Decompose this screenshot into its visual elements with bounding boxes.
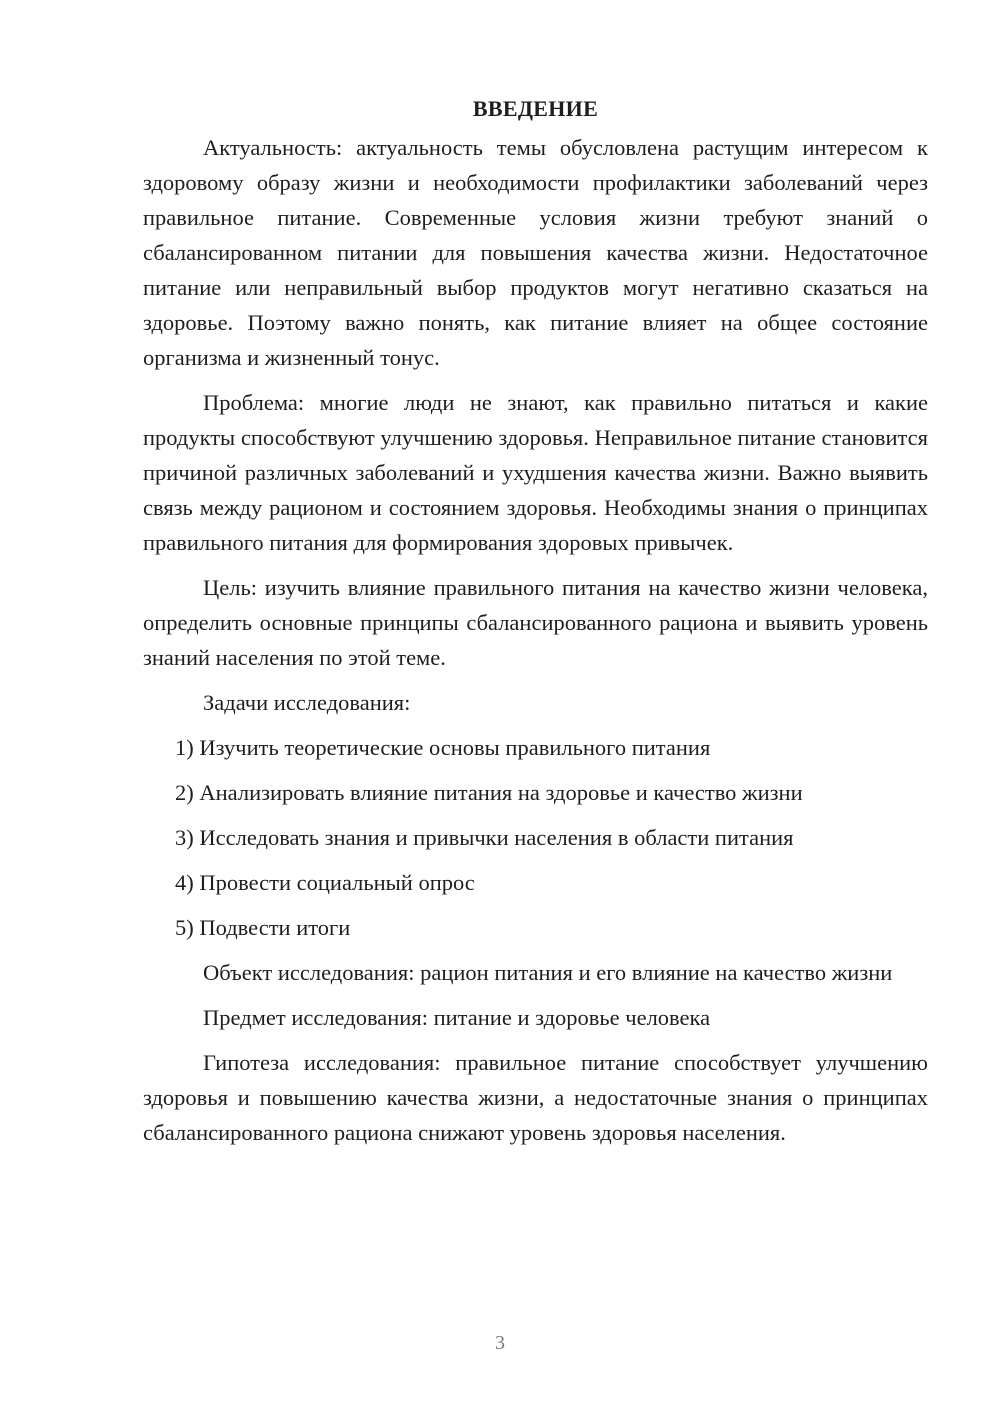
hypothesis-paragraph: Гипотеза исследования: правильное питание способствует улучшению здоровья и повышению качества жизни, а недостаточные знания о принципах сбалансированного рациона снижают уровень здоровья населения.: [143, 1050, 928, 1145]
task-item: 3) Исследовать знания и привычки населения в области питания: [175, 825, 794, 850]
task-item: 4) Провести социальный опрос: [175, 870, 475, 895]
relevance-paragraph: Актуальность: актуальность темы обусловлена растущим интересом к здоровому образу жизни и необходимости профилактики заболеваний через правильное питание. Современные условия жизни требуют знаний о сбалансированном питании для повышения качества жизни. Недостаточное питание или неправильный выбор продуктов могут негативно сказаться на здоровье. Поэтому важно понять, как питание влияет на общее состояние организма и жизненный тонус.: [143, 135, 928, 370]
tasks-heading: Задачи исследования:: [203, 690, 411, 715]
document-page: [143, 90, 928, 1160]
task-item: 2) Анализировать влияние питания на здоровье и качество жизни: [175, 780, 803, 805]
object-paragraph: Объект исследования: рацион питания и его влияние на качество жизни: [203, 960, 893, 985]
subject-paragraph: Предмет исследования: питание и здоровье человека: [203, 1005, 711, 1030]
tasks-list: [143, 730, 928, 945]
section-title: ВВЕДЕНИЕ: [472, 96, 599, 121]
task-item: 1) Изучить теоретические основы правильного питания: [175, 735, 711, 760]
page-number: 3: [495, 1332, 505, 1354]
problem-paragraph: Проблема: многие люди не знают, как правильно питаться и какие продукты способствуют улучшению здоровья. Неправильное питание становится причиной различных заболеваний и ухудшения качества жизни. Важно выявить связь между рационом и состоянием здоровья. Необходимы знания о принципах правильного питания для формирования здоровых привычек.: [143, 390, 928, 555]
goal-paragraph: Цель: изучить влияние правильного питания на качество жизни человека, определить основные принципы сбалансированного рациона и выявить уровень знаний населения по этой теме.: [143, 575, 928, 670]
task-item: 5) Подвести итоги: [175, 915, 351, 940]
